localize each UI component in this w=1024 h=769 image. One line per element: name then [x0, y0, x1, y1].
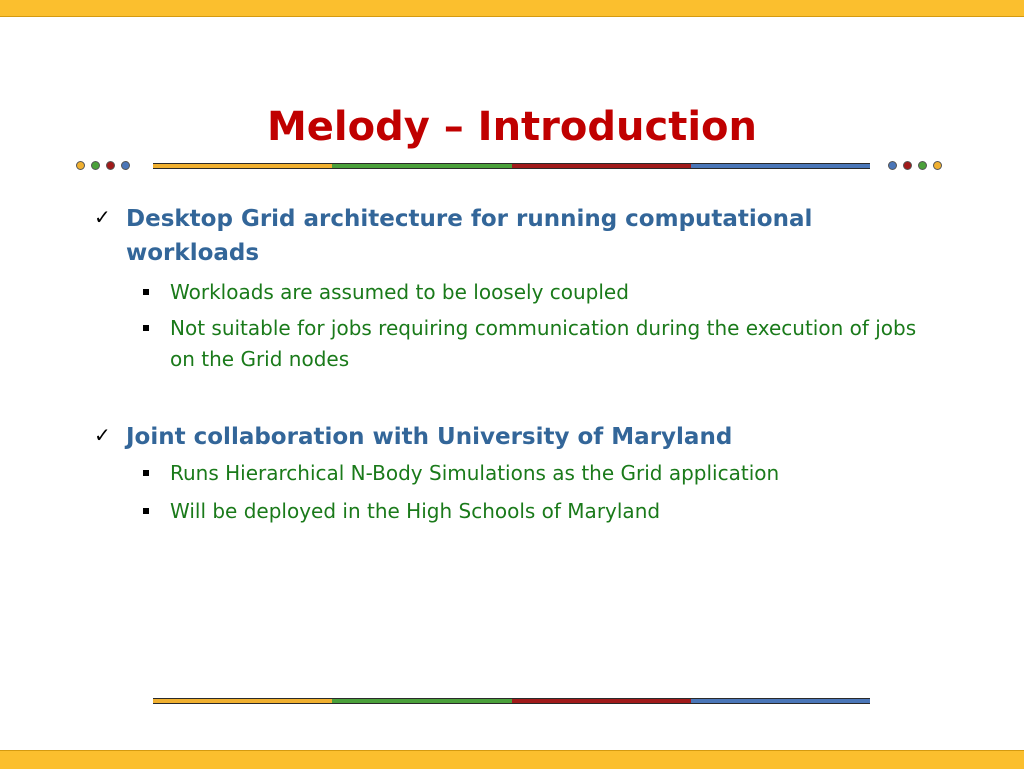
- divider-segment-blue: [691, 699, 870, 703]
- slide-title: Melody – Introduction: [267, 104, 757, 150]
- sub-bullet-1-1: Workloads are assumed to be loosely coupled: [170, 280, 629, 304]
- divider-segment-green: [332, 699, 511, 703]
- sub-bullet-2-1: Runs Hierarchical N-Body Simulations as the Grid application: [170, 461, 780, 485]
- divider-segment-orange: [153, 699, 332, 703]
- divider-segment-red: [512, 699, 691, 703]
- square-bullet-icon: [143, 289, 149, 295]
- footer-divider: [153, 698, 870, 704]
- sub-bullet-2-2: Will be deployed in the High Schools of Maryland: [170, 499, 661, 523]
- bottom-accent-bar: [0, 750, 1024, 769]
- main-bullet-2: Joint collaboration with University of Maryland: [126, 424, 733, 450]
- main-bullet-1: Desktop Grid architecture for running computational workloads: [126, 206, 813, 266]
- square-bullet-icon: [143, 470, 149, 476]
- square-bullet-icon: [143, 508, 149, 514]
- checkmark-icon: ✓: [94, 423, 111, 447]
- sub-bullet-1-2: Not suitable for jobs requiring communication during the execution of jobs on the Grid nodes: [170, 316, 917, 371]
- square-bullet-icon: [143, 325, 149, 331]
- checkmark-icon: ✓: [94, 205, 111, 229]
